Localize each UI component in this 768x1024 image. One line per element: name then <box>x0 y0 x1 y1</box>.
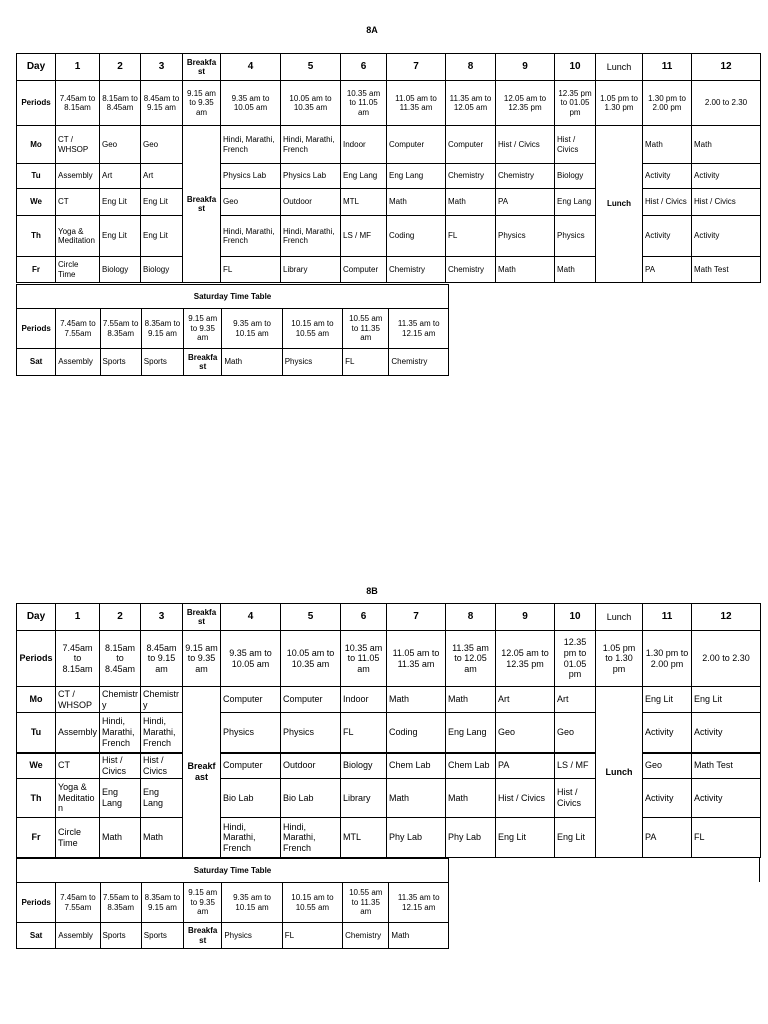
subject-cell: Activity <box>692 713 761 753</box>
header-cell: 7 <box>387 54 446 81</box>
subject-cell: Coding <box>387 216 446 257</box>
subject-cell: Biology <box>141 257 183 283</box>
subject-cell: Hindi, Marathi, French <box>141 713 183 753</box>
header-cell: 11 <box>643 54 692 81</box>
header-cell: 12 <box>692 54 761 81</box>
subject-cell: Math <box>387 687 446 713</box>
breakfast-cell: Breakfast <box>183 687 221 858</box>
subject-cell: PA <box>496 753 555 779</box>
subject-cell: Activity <box>692 216 761 257</box>
timetable-title-8a: 8A <box>366 25 378 35</box>
period-time: 8.15am to 8.45am <box>100 81 141 126</box>
subject-cell: Geo <box>100 126 141 164</box>
subject-cell: Activity <box>643 164 692 189</box>
subject-cell: Eng Lit <box>555 818 596 858</box>
subject-cell: Physics <box>496 216 555 257</box>
subject-cell: FL <box>282 923 342 949</box>
period-time: 11.35 am to 12.15 am <box>389 309 449 349</box>
period-time: 7.45am to 8.15am <box>56 81 100 126</box>
periods-label: Periods <box>17 883 56 923</box>
subject-cell: Sports <box>100 349 141 376</box>
header-cell: 12 <box>692 604 761 631</box>
period-time: 7.55am to 8.35am <box>100 883 141 923</box>
day-label: Sat <box>17 349 56 376</box>
subject-cell: Yoga & Meditation <box>56 216 100 257</box>
subject-cell: Sports <box>141 349 183 376</box>
header-row <box>17 604 761 631</box>
subject-cell: Eng Lit <box>692 687 761 713</box>
subject-cell: Art <box>100 164 141 189</box>
subject-cell: Hist / Civics <box>555 779 596 818</box>
day-row <box>17 216 761 257</box>
header-cell: Breakfast <box>183 54 221 81</box>
subject-cell: Computer <box>281 687 341 713</box>
subject-cell: Chemistry <box>387 257 446 283</box>
period-time: 9.35 am to 10.15 am <box>222 309 282 349</box>
subject-cell: Bio Lab <box>281 779 341 818</box>
saturday-table-8b <box>16 858 449 949</box>
subject-cell: Math Test <box>692 257 761 283</box>
breakfast-cell: Breakfast <box>184 349 222 376</box>
subject-cell: Biology <box>100 257 141 283</box>
subject-cell: Hist / Civics <box>643 189 692 216</box>
day-row <box>17 713 761 753</box>
period-time: 7.55am to 8.35am <box>100 309 141 349</box>
period-time: 7.45am to 7.55am <box>56 883 100 923</box>
periods-row <box>17 631 761 687</box>
period-time: 8.45am to 9.15 am <box>141 81 183 126</box>
subject-cell: Math <box>446 779 496 818</box>
subject-cell: Hist / Civics <box>692 189 761 216</box>
subject-cell: Outdoor <box>281 189 341 216</box>
subject-cell: Chemistry <box>446 257 496 283</box>
timetable-8a <box>16 53 761 283</box>
subject-cell: CT / WHSOP <box>56 687 100 713</box>
day-row <box>17 257 761 283</box>
day-label: Fr <box>17 257 56 283</box>
subject-cell: MTL <box>341 189 387 216</box>
subject-cell: Physics Lab <box>281 164 341 189</box>
subject-cell: Hindi, Marathi, French <box>221 216 281 257</box>
period-time: 1.05 pm to 1.30 pm <box>596 81 643 126</box>
subject-cell: Activity <box>643 713 692 753</box>
header-cell: 2 <box>100 54 141 81</box>
subject-cell: Math Test <box>692 753 761 779</box>
subject-cell: Outdoor <box>281 753 341 779</box>
table-edge-line <box>759 858 760 882</box>
period-time: 12.05 am to 12.35 pm <box>496 81 555 126</box>
subject-cell: Hindi, Marathi, French <box>281 216 341 257</box>
subject-cell: Assembly <box>56 713 100 753</box>
subject-cell: Art <box>496 687 555 713</box>
subject-cell: Chem Lab <box>387 753 446 779</box>
subject-cell: Math <box>643 126 692 164</box>
subject-cell: Yoga & Meditation <box>56 779 100 818</box>
subject-cell: Hist / Civics <box>496 126 555 164</box>
header-cell: 7 <box>387 604 446 631</box>
period-time: 12.05 am to 12.35 pm <box>496 631 555 687</box>
periods-label: Periods <box>17 81 56 126</box>
subject-cell: PA <box>643 257 692 283</box>
subject-cell: Computer <box>221 753 281 779</box>
subject-cell: Computer <box>221 687 281 713</box>
subject-cell: Eng Lang <box>555 189 596 216</box>
day-label: Mo <box>17 687 56 713</box>
subject-cell: FL <box>341 713 387 753</box>
subject-cell: Geo <box>221 189 281 216</box>
subject-cell: Phy Lab <box>387 818 446 858</box>
period-time: 11.05 am to 11.35 am <box>387 631 446 687</box>
subject-cell: Assembly <box>56 349 100 376</box>
subject-cell: Library <box>281 257 341 283</box>
header-cell: 2 <box>100 604 141 631</box>
period-time: 11.35 am to 12.15 am <box>389 883 449 923</box>
period-time: 10.35 am to 11.05 am <box>341 631 387 687</box>
day-row <box>17 164 761 189</box>
subject-cell: Assembly <box>56 164 100 189</box>
subject-cell: Math <box>222 349 282 376</box>
subject-cell: Eng Lit <box>496 818 555 858</box>
subject-cell: Activity <box>643 216 692 257</box>
header-cell: 3 <box>141 54 183 81</box>
lunch-cell: Lunch <box>596 687 643 858</box>
day-label: We <box>17 189 56 216</box>
subject-cell: Coding <box>387 713 446 753</box>
day-row <box>17 818 761 858</box>
subject-cell: FL <box>692 818 761 858</box>
subject-cell: Hindi, Marathi, French <box>100 713 141 753</box>
subject-cell: MTL <box>341 818 387 858</box>
breakfast-cell: Breakfast <box>184 923 222 949</box>
period-time: 1.05 pm to 1.30 pm <box>596 631 643 687</box>
breakfast-cell: Breakfast <box>183 126 221 283</box>
header-cell: 11 <box>643 604 692 631</box>
subject-cell: Phy Lab <box>446 818 496 858</box>
period-time: 2.00 to 2.30 <box>692 81 761 126</box>
period-time: 10.05 am to 10.35 am <box>281 81 341 126</box>
period-time: 9.15 am to 9.35 am <box>183 631 221 687</box>
subject-cell: Math <box>141 818 183 858</box>
period-time: 8.35am to 9.15 am <box>141 309 183 349</box>
period-time: 7.45am to 8.15am <box>56 631 100 687</box>
period-time: 9.15 am to 9.35 am <box>183 81 221 126</box>
day-row <box>17 753 761 779</box>
subject-cell: Library <box>341 779 387 818</box>
timetable-title-8b: 8B <box>366 586 378 596</box>
subject-cell: Art <box>141 164 183 189</box>
saturday-row <box>17 349 449 376</box>
timetable-8b <box>16 603 761 858</box>
day-row <box>17 126 761 164</box>
subject-cell: Chemistry <box>446 164 496 189</box>
period-time: 10.35 am to 11.05 am <box>341 81 387 126</box>
subject-cell: Physics <box>222 923 282 949</box>
subject-cell: Activity <box>643 779 692 818</box>
subject-cell: PA <box>643 818 692 858</box>
subject-cell: FL <box>221 257 281 283</box>
subject-cell: Chemistry <box>100 687 141 713</box>
subject-cell: Chemistry <box>496 164 555 189</box>
subject-cell: Math <box>389 923 449 949</box>
period-time: 7.45am to 7.55am <box>56 309 100 349</box>
period-time: 10.55 am to 11.35 am <box>343 883 389 923</box>
period-time: 9.15 am to 9.35 am <box>184 883 222 923</box>
header-cell: 5 <box>281 604 341 631</box>
period-time: 10.05 am to 10.35 am <box>281 631 341 687</box>
period-time: 12.35 pm to 01.05 pm <box>555 81 596 126</box>
subject-cell: LS / MF <box>555 753 596 779</box>
subject-cell: Biology <box>341 753 387 779</box>
header-row <box>17 54 761 81</box>
period-time: 9.35 am to 10.05 am <box>221 81 281 126</box>
subject-cell: Computer <box>446 126 496 164</box>
subject-cell: Eng Lang <box>100 779 141 818</box>
subject-cell: Computer <box>387 126 446 164</box>
subject-cell: Physics <box>221 713 281 753</box>
period-time: 12.35 pm to 01.05 pm <box>555 631 596 687</box>
subject-cell: Bio Lab <box>221 779 281 818</box>
subject-cell: Math <box>555 257 596 283</box>
subject-cell: FL <box>446 216 496 257</box>
period-time: 1.30 pm to 2.00 pm <box>643 631 692 687</box>
day-label: Tu <box>17 713 56 753</box>
subject-cell: Art <box>555 687 596 713</box>
saturday-title: Saturday Time Table <box>17 859 449 883</box>
subject-cell: Geo <box>496 713 555 753</box>
header-cell: 6 <box>341 54 387 81</box>
day-label: We <box>17 753 56 779</box>
subject-cell: Eng Lang <box>446 713 496 753</box>
day-row <box>17 189 761 216</box>
period-time: 8.35am to 9.15 am <box>141 883 183 923</box>
header-cell: 8 <box>446 604 496 631</box>
subject-cell: Math <box>100 818 141 858</box>
period-time: 8.45am to 9.15 am <box>141 631 183 687</box>
day-label: Th <box>17 779 56 818</box>
lunch-cell: Lunch <box>596 126 643 283</box>
subject-cell: Hist / Civics <box>496 779 555 818</box>
subject-cell: Circle Time <box>56 818 100 858</box>
header-cell: 8 <box>446 54 496 81</box>
subject-cell: Math <box>387 779 446 818</box>
subject-cell: Eng Lang <box>141 779 183 818</box>
day-label: Sat <box>17 923 56 949</box>
header-cell: 1 <box>56 54 100 81</box>
subject-cell: Geo <box>643 753 692 779</box>
subject-cell: Indoor <box>341 687 387 713</box>
subject-cell: Chemistry <box>343 923 389 949</box>
header-cell: Breakfast <box>183 604 221 631</box>
day-label: Tu <box>17 164 56 189</box>
period-time: 11.05 am to 11.35 am <box>387 81 446 126</box>
subject-cell: Hist / Civics <box>141 753 183 779</box>
day-label: Th <box>17 216 56 257</box>
period-time: 10.55 am to 11.35 am <box>343 309 389 349</box>
subject-cell: Hindi, Marathi, French <box>281 818 341 858</box>
header-cell: 4 <box>221 54 281 81</box>
header-cell: 6 <box>341 604 387 631</box>
period-time: 9.15 am to 9.35 am <box>184 309 222 349</box>
period-time: 10.15 am to 10.55 am <box>282 883 342 923</box>
subject-cell: Sports <box>100 923 141 949</box>
saturday-periods-row <box>17 883 449 923</box>
saturday-table-8a <box>16 284 449 376</box>
header-cell: Day <box>17 604 56 631</box>
subject-cell: Math <box>387 189 446 216</box>
subject-cell: Geo <box>141 126 183 164</box>
header-cell: 3 <box>141 604 183 631</box>
header-cell: Lunch <box>596 604 643 631</box>
subject-cell: Physics <box>555 216 596 257</box>
subject-cell: Chemistry <box>141 687 183 713</box>
header-cell: Lunch <box>596 54 643 81</box>
day-row <box>17 779 761 818</box>
period-time: 1.30 pm to 2.00 pm <box>643 81 692 126</box>
subject-cell: Eng Lit <box>100 216 141 257</box>
subject-cell: Physics Lab <box>221 164 281 189</box>
day-label: Fr <box>17 818 56 858</box>
subject-cell: Activity <box>692 164 761 189</box>
subject-cell: CT <box>56 753 100 779</box>
subject-cell: Physics <box>282 349 342 376</box>
period-time: 9.35 am to 10.15 am <box>222 883 282 923</box>
subject-cell: Hindi, Marathi, French <box>221 126 281 164</box>
saturday-row <box>17 923 449 949</box>
header-cell: 9 <box>496 604 555 631</box>
header-cell: 4 <box>221 604 281 631</box>
subject-cell: Hindi, Marathi, French <box>221 818 281 858</box>
header-cell: 1 <box>56 604 100 631</box>
subject-cell: Chemistry <box>389 349 449 376</box>
subject-cell: Computer <box>341 257 387 283</box>
saturday-title-row <box>17 285 449 309</box>
subject-cell: Eng Lang <box>341 164 387 189</box>
subject-cell: Math <box>496 257 555 283</box>
saturday-title-row <box>17 859 449 883</box>
subject-cell: Physics <box>281 713 341 753</box>
period-time: 10.15 am to 10.55 am <box>282 309 342 349</box>
saturday-periods-row <box>17 309 449 349</box>
subject-cell: CT <box>56 189 100 216</box>
subject-cell: Biology <box>555 164 596 189</box>
day-label: Mo <box>17 126 56 164</box>
subject-cell: Eng Lit <box>141 216 183 257</box>
subject-cell: PA <box>496 189 555 216</box>
subject-cell: Hist / Civics <box>555 126 596 164</box>
periods-label: Periods <box>17 631 56 687</box>
periods-label: Periods <box>17 309 56 349</box>
period-time: 2.00 to 2.30 <box>692 631 761 687</box>
header-cell: 5 <box>281 54 341 81</box>
header-cell: 10 <box>555 54 596 81</box>
saturday-title: Saturday Time Table <box>17 285 449 309</box>
subject-cell: LS / MF <box>341 216 387 257</box>
subject-cell: Math <box>692 126 761 164</box>
subject-cell: Geo <box>555 713 596 753</box>
subject-cell: Sports <box>141 923 183 949</box>
subject-cell: Math <box>446 189 496 216</box>
subject-cell: Indoor <box>341 126 387 164</box>
day-row <box>17 687 761 713</box>
period-time: 11.35 am to 12.05 am <box>446 631 496 687</box>
subject-cell: CT / WHSOP <box>56 126 100 164</box>
header-cell: 9 <box>496 54 555 81</box>
subject-cell: Hindi, Marathi, French <box>281 126 341 164</box>
periods-row <box>17 81 761 126</box>
subject-cell: Activity <box>692 779 761 818</box>
subject-cell: Eng Lang <box>387 164 446 189</box>
subject-cell: Eng Lit <box>100 189 141 216</box>
period-time: 8.15am to 8.45am <box>100 631 141 687</box>
subject-cell: Eng Lit <box>141 189 183 216</box>
subject-cell: FL <box>343 349 389 376</box>
subject-cell: Hist / Civics <box>100 753 141 779</box>
header-cell: Day <box>17 54 56 81</box>
subject-cell: Eng Lit <box>643 687 692 713</box>
subject-cell: Chem Lab <box>446 753 496 779</box>
header-cell: 10 <box>555 604 596 631</box>
subject-cell: Math <box>446 687 496 713</box>
period-time: 11.35 am to 12.05 am <box>446 81 496 126</box>
period-time: 9.35 am to 10.05 am <box>221 631 281 687</box>
subject-cell: Assembly <box>56 923 100 949</box>
subject-cell: Circle Time <box>56 257 100 283</box>
